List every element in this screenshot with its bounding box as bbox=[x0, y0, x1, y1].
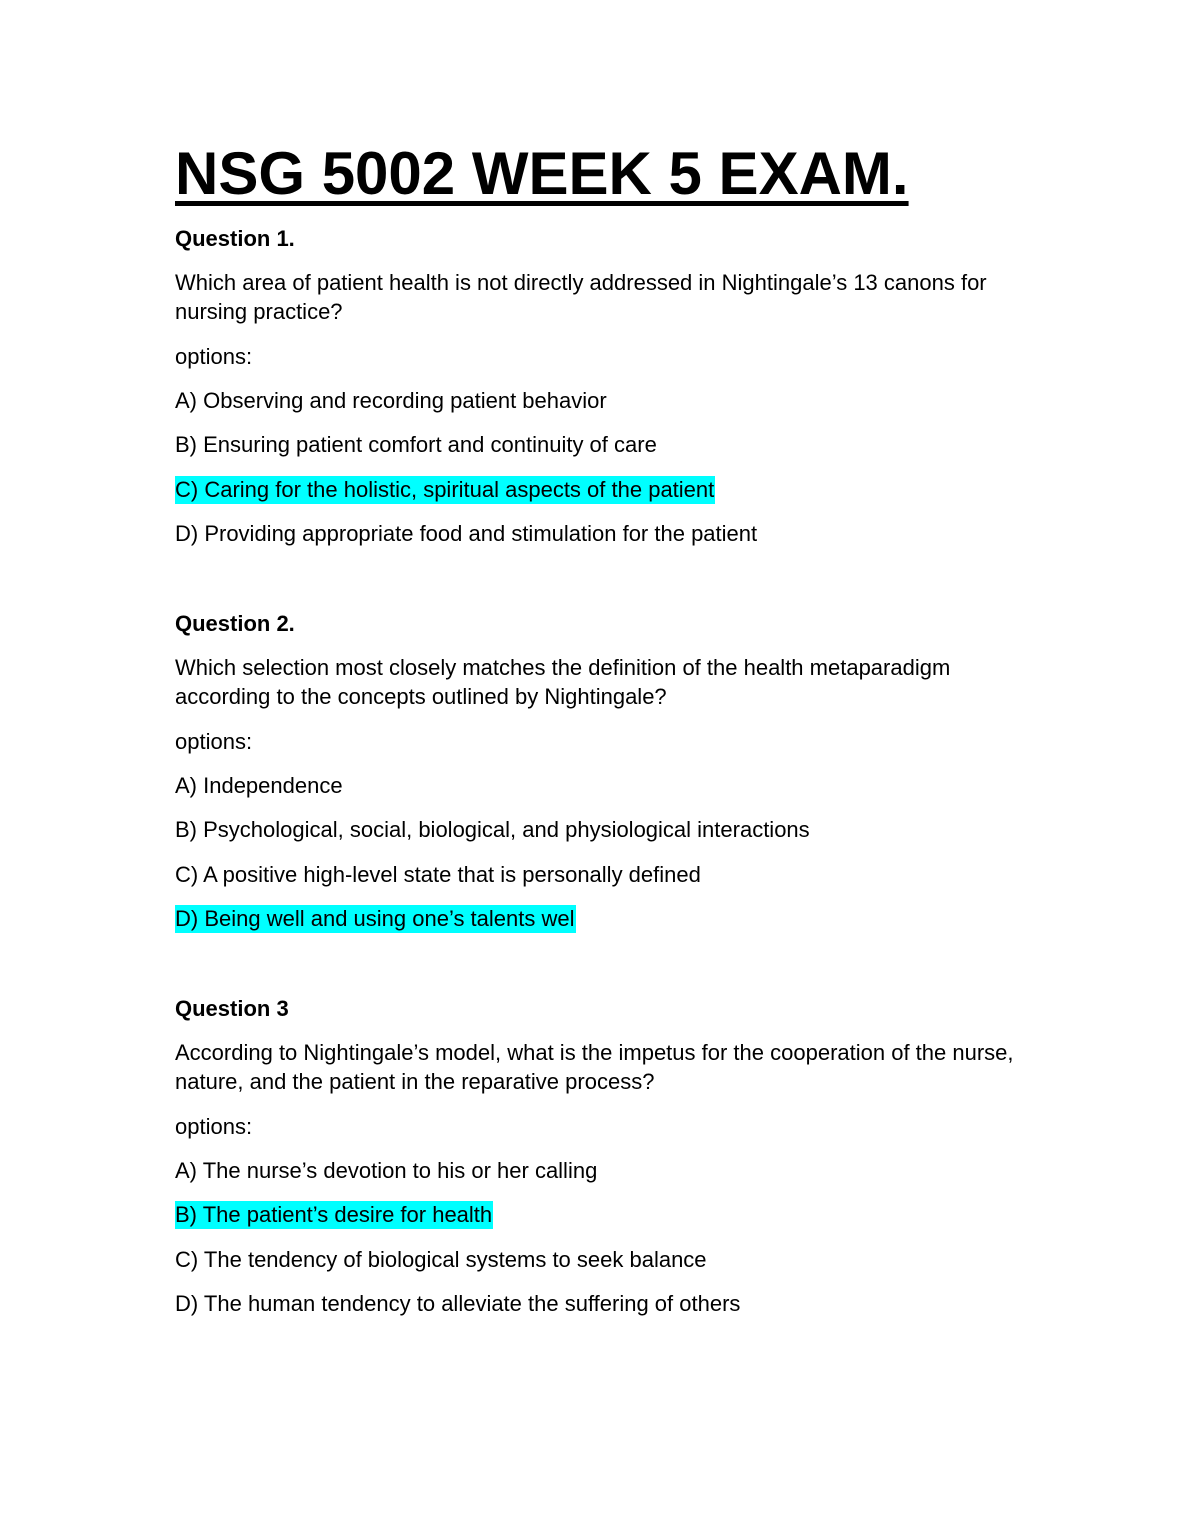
option-d-answer bbox=[175, 904, 576, 933]
highlighted-answer: D) Being well and using one’s talents wel bbox=[175, 906, 575, 931]
options-label: options: bbox=[175, 729, 253, 754]
options-label: options: bbox=[175, 1114, 253, 1139]
option-text: C) The tendency of biological systems to seek balance bbox=[175, 1247, 707, 1272]
document-title: NSG 5002 WEEK 5 EXAM. bbox=[175, 140, 909, 207]
question-text: Which selection most closely matches the definition of the health metaparadigm according to the concepts outlined by Nightingale? bbox=[175, 655, 951, 709]
highlighted-answer: C) Caring for the holistic, spiritual aspects of the patient bbox=[175, 477, 715, 502]
option-text: A) Independence bbox=[175, 773, 343, 798]
option-b bbox=[175, 815, 810, 844]
option-text: C) A positive high-level state that is personally defined bbox=[175, 862, 701, 887]
option-c bbox=[175, 1245, 707, 1274]
option-text: D) Providing appropriate food and stimulation for the patient bbox=[175, 521, 758, 546]
option-d bbox=[175, 519, 757, 548]
option-text: B) Ensuring patient comfort and continuity of care bbox=[175, 432, 657, 457]
option-c-answer bbox=[175, 475, 715, 504]
option-a bbox=[175, 386, 607, 415]
option-a bbox=[175, 771, 343, 800]
question-heading: Question 2. bbox=[175, 611, 295, 636]
question-text: According to Nightingale’s model, what is the impetus for the cooperation of the nurse, nature, and the patient in the reparative process? bbox=[175, 1040, 1014, 1094]
option-text: A) The nurse’s devotion to his or her calling bbox=[175, 1158, 598, 1183]
option-text: B) Psychological, social, biological, and physiological interactions bbox=[175, 817, 810, 842]
option-c bbox=[175, 860, 701, 889]
option-text: A) Observing and recording patient behavior bbox=[175, 388, 607, 413]
option-a bbox=[175, 1156, 597, 1185]
option-text: D) The human tendency to alleviate the suffering of others bbox=[175, 1291, 741, 1316]
options-label: options: bbox=[175, 344, 253, 369]
question-heading: Question 1. bbox=[175, 226, 295, 251]
highlighted-answer: B) The patient’s desire for health bbox=[175, 1202, 493, 1227]
question-text: Which area of patient health is not directly addressed in Nightingale’s 13 canons for nursing practice? bbox=[175, 270, 987, 324]
option-b bbox=[175, 430, 657, 459]
option-b-answer bbox=[175, 1200, 493, 1229]
option-d bbox=[175, 1289, 740, 1318]
question-heading: Question 3 bbox=[175, 996, 289, 1021]
